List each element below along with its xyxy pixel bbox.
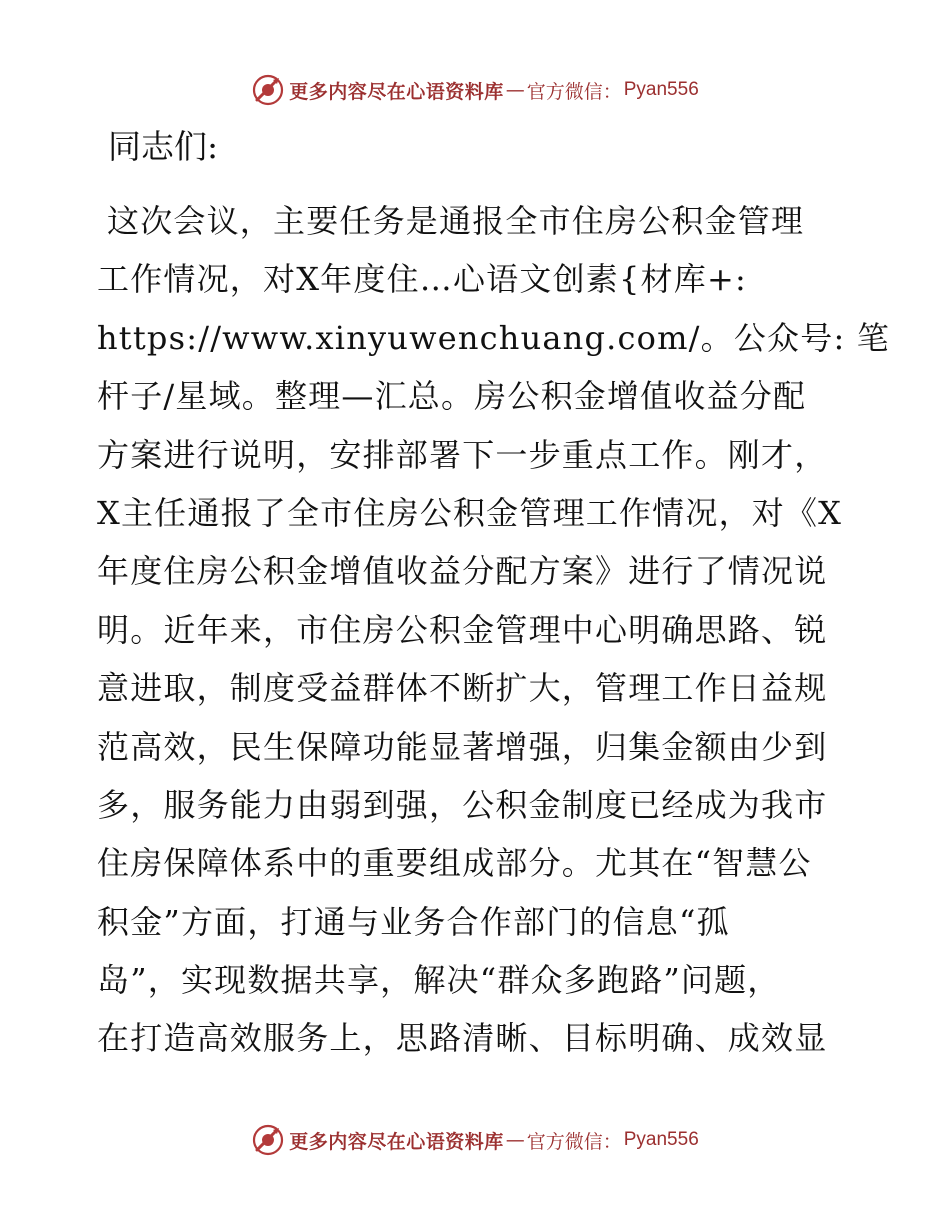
body-line: 明。近年来，市住房公积金管理中心明确思路、锐	[97, 610, 828, 649]
body-line: 工作情况，对X年度住…心语文创素{材库+:	[97, 260, 747, 299]
brand-logo-icon	[251, 1123, 285, 1157]
body-line: 方案进行说明，安排部署下一步重点工作。刚才，	[97, 435, 828, 474]
footer-wechat-id: Pyan556	[623, 1129, 699, 1150]
body-line: 积金”方面，打通与业务合作部门的信息“孤	[97, 902, 730, 941]
body-line: 多，服务能力由弱到强，公积金制度已经成为我市	[97, 785, 828, 824]
body-paragraph	[97, 198, 890, 1074]
brand-logo-icon	[251, 73, 285, 107]
body-line: https://www.xinyuwenchuang.com/。公众号: 笔	[97, 318, 890, 357]
header-official-label: 官方微信：	[526, 80, 622, 103]
salutation: 同志们:	[108, 127, 219, 166]
header-wechat-id: Pyan556	[623, 79, 699, 100]
footer-separator: —	[505, 1129, 525, 1151]
body-line: X主任通报了全市住房公积金管理工作情况，对《X	[97, 493, 843, 532]
header-banner	[0, 70, 950, 110]
footer-brand-text: 更多内容尽在心语资料库	[289, 1130, 504, 1153]
body-line: 这次会议，主要任务是通报全市住房公积金管理	[107, 202, 805, 240]
body-line: 范高效，民生保障功能显著增强，归集金额由少到	[97, 727, 828, 766]
header-separator: —	[505, 79, 525, 101]
footer-official-label: 官方微信：	[526, 1130, 622, 1153]
body-line: 住房保障体系中的重要组成部分。尤其在“智慧公	[97, 844, 812, 883]
footer-banner	[0, 1120, 950, 1160]
body-line: 杆子/星域。整理—汇总。房公积金增值收益分配	[97, 377, 807, 416]
body-line: 年度住房公积金增值收益分配方案》进行了情况说	[97, 552, 828, 591]
body-line: 在打造高效服务上，思路清晰、目标明确、成效显	[97, 1019, 828, 1058]
body-line: 岛”，实现数据共享，解决“群众多跑路”问题，	[97, 961, 781, 1000]
body-line: 意进取，制度受益群体不断扩大，管理工作日益规	[97, 669, 828, 708]
header-brand-text: 更多内容尽在心语资料库	[289, 80, 504, 103]
